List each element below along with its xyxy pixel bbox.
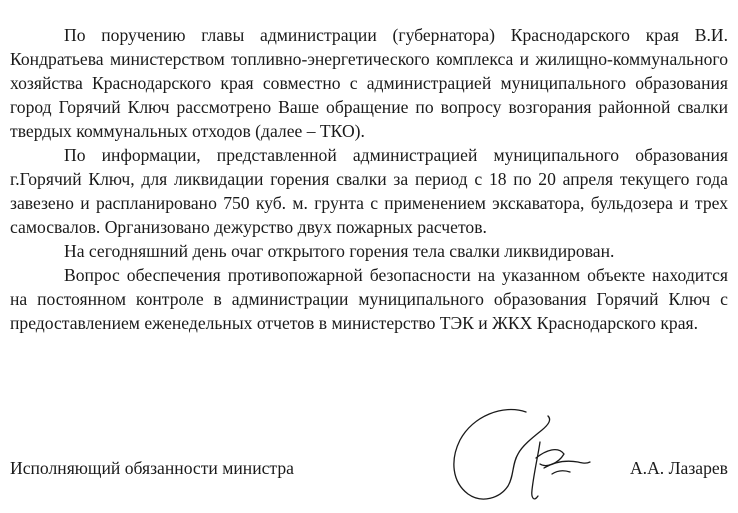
paragraph-measures: По информации, представленной администрацией муниципального образования г.Горячий Ключ, для ликвидации горения свалки за период с 18 по 20 апреля текущего года завезено и распланировано 750 куб. м. грунта с применением экскаватора, бульдозера и трех самосвалов. Организовано дежурство двух пожарных расчетов. — [10, 145, 728, 237]
signatory-position: Исполняющий обязанности министра — [10, 458, 294, 478]
handwritten-signature — [448, 398, 598, 510]
paragraph-assignment: По поручению главы администрации (губернатора) Краснодарского края В.И. Кондратьева министерством топливно-энергетического комплекса и жилищно-коммунального хозяйства Краснодарского края совместно с администрацией муниципального образования город Горячий Ключ рассмотрено Ваше обращение по вопросу возгорания районной свалки твердых коммунальных отходов (далее – ТКО). — [10, 25, 728, 141]
signatory-name: А.А. Лазарев — [629, 458, 728, 478]
paragraph-control: Вопрос обеспечения противопожарной безопасности на указанном объекте находится на постоянном контроле в администрации муниципального образования Горячий Ключ с предоставлением еженедельных отчетов в министерство ТЭК и ЖКХ Краснодарского края. — [10, 265, 728, 333]
letter-body — [10, 23, 728, 335]
paragraph-status: На сегодняшний день очаг открытого горения тела свалки ликвидирован. — [64, 241, 615, 261]
signature-block — [10, 456, 728, 486]
